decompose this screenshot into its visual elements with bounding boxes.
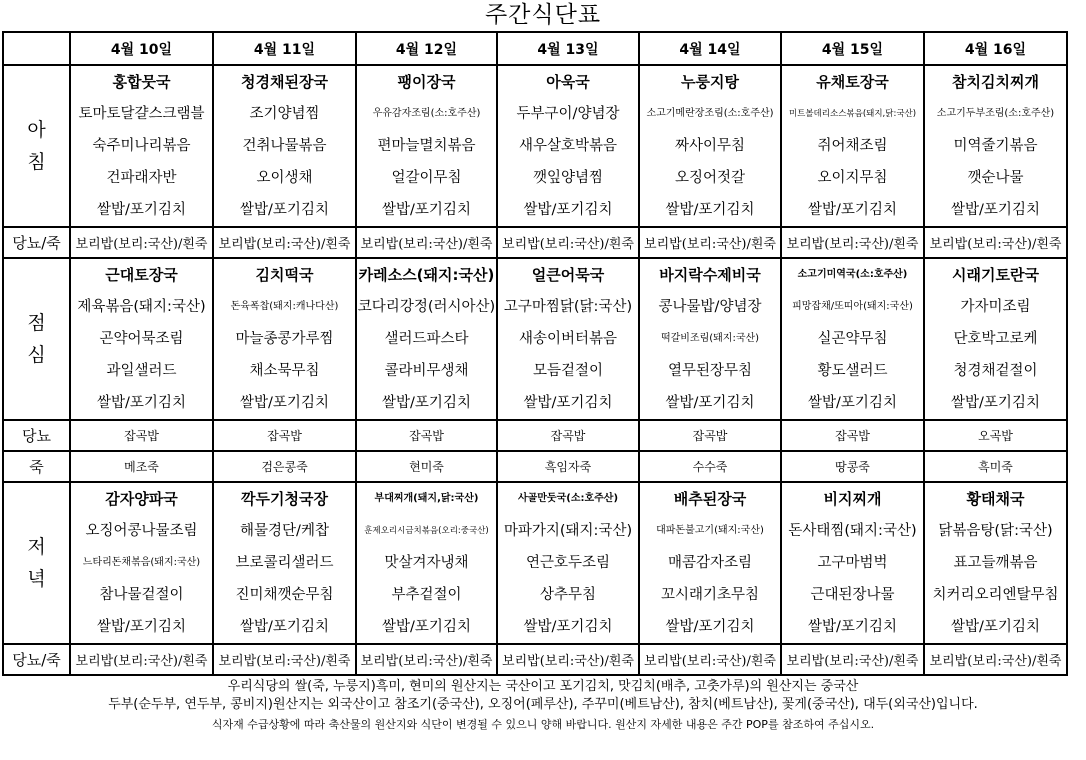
- main-dish: 카레소스(돼지:국산): [358, 266, 495, 284]
- menu-cell: [639, 482, 781, 644]
- menu-item: 오이지무침: [817, 170, 888, 186]
- menu-cell: [213, 258, 356, 420]
- menu-cell: [497, 65, 639, 227]
- menu-item: 소고기메란장조림(소:호주산): [646, 108, 774, 119]
- menu-item: 편마늘멸치볶음: [377, 138, 476, 154]
- porridge-cell: 메조죽: [70, 451, 213, 482]
- menu-item-list: [498, 66, 638, 226]
- porridge-cell: 검은콩죽: [213, 451, 356, 482]
- menu-item-list: [782, 259, 923, 419]
- menu-cell: [356, 258, 497, 420]
- menu-item-list: [357, 259, 496, 419]
- date-header: 4월 15일: [781, 32, 924, 65]
- menu-item: 오이생채: [256, 170, 313, 186]
- diabetic-cell: 보리밥(보리:국산)/흰죽: [639, 644, 781, 675]
- menu-item-list: [357, 483, 496, 643]
- menu-item: 조기양념찜: [249, 106, 320, 122]
- menu-item: 쌀밥/포기김치: [808, 619, 897, 635]
- main-dish: 누룽지탕: [681, 73, 739, 91]
- main-dish: 소고기미역국(소:호주산): [797, 269, 908, 280]
- menu-item-list: [925, 259, 1066, 419]
- menu-item: 쌀밥/포기김치: [808, 395, 897, 411]
- date-header: 4월 13일: [497, 32, 639, 65]
- diabetic-cell: 잡곡밥: [781, 420, 924, 451]
- menu-item: 깻순나물: [967, 170, 1024, 186]
- diabetic-cell: 보리밥(보리:국산)/흰죽: [70, 227, 213, 258]
- menu-item: 쌀밥/포기김치: [240, 395, 329, 411]
- row-label-diabetic-porridge: 당뇨/죽: [3, 644, 70, 675]
- menu-cell: [781, 258, 924, 420]
- main-dish: 근대토장국: [105, 266, 178, 284]
- menu-item: 표고들깨볶음: [953, 555, 1038, 571]
- menu-cell: [497, 258, 639, 420]
- menu-item: 쌀밥/포기김치: [240, 619, 329, 635]
- menu-cell: [70, 65, 213, 227]
- menu-item: 콩나물밥/양념장: [658, 299, 762, 315]
- diabetic-cell: 보리밥(보리:국산)/흰죽: [781, 227, 924, 258]
- porridge-cell: 수수죽: [639, 451, 781, 482]
- menu-item: 쌀밥/포기김치: [97, 395, 186, 411]
- date-header: 4월 16일: [924, 32, 1067, 65]
- main-dish: 깍두기청국장: [241, 490, 328, 508]
- menu-item: 브로콜리샐러드: [235, 555, 334, 571]
- menu-item: 황도샐러드: [817, 363, 888, 379]
- main-dish: 감자양파국: [105, 490, 178, 508]
- menu-item: 닭볶음탕(닭:국산): [938, 523, 1053, 539]
- menu-cell: [924, 65, 1067, 227]
- menu-item-list: [357, 66, 496, 226]
- main-dish: 김치떡국: [255, 266, 314, 284]
- menu-item: 두부구이/양념장: [516, 106, 620, 122]
- menu-item: 떡갈비조림(돼지:국산): [660, 333, 760, 344]
- menu-item: 쌀밥/포기김치: [97, 619, 186, 635]
- menu-item: 쌀밥/포기김치: [951, 395, 1040, 411]
- date-header: 4월 11일: [213, 32, 356, 65]
- menu-item: 해물경단/케찹: [240, 523, 329, 539]
- main-dish: 부대찌개(돼지,닭:국산): [374, 493, 479, 504]
- menu-item: 곤약어묵조림: [99, 331, 184, 347]
- menu-item: 쌀밥/포기김치: [523, 619, 613, 635]
- breakfast-row: [3, 65, 1067, 227]
- main-dish: 청경채된장국: [241, 73, 328, 91]
- date-header: 4월 10일: [70, 32, 213, 65]
- main-dish: 배추된장국: [673, 490, 747, 508]
- weekly-menu-table: [2, 31, 1068, 676]
- menu-item: 쥐어채조림: [817, 138, 888, 154]
- menu-item-list: [640, 259, 780, 419]
- menu-item: 채소묵무침: [249, 363, 320, 379]
- menu-item: 건취나물볶음: [242, 138, 327, 154]
- menu-item: 대파돈불고기(돼지:국산): [656, 525, 764, 536]
- menu-item: 근대된장나물: [810, 587, 895, 603]
- menu-item: 코다리강정(러시아산): [357, 299, 496, 315]
- diabetic-cell: 보리밥(보리:국산)/흰죽: [356, 644, 497, 675]
- menu-item-list: [214, 66, 355, 226]
- menu-item-list: [71, 483, 212, 643]
- porridge-cell: 흑미죽: [924, 451, 1067, 482]
- row-label-porridge: 죽: [3, 451, 70, 482]
- diabetic-cell: 보리밥(보리:국산)/흰죽: [781, 644, 924, 675]
- menu-item: 진미채깻순무침: [235, 587, 334, 603]
- main-dish: 홍합뭇국: [112, 73, 171, 91]
- date-header: 4월 12일: [356, 32, 497, 65]
- menu-item: 피망잡채/또띠아(돼지:국산): [792, 301, 913, 312]
- diabetic-cell: 보리밥(보리:국산)/흰죽: [70, 644, 213, 675]
- menu-item: 쌀밥/포기김치: [665, 619, 755, 635]
- menu-cell: [356, 65, 497, 227]
- menu-item: 쌀밥/포기김치: [240, 202, 329, 218]
- menu-item: 미트볼데리소스볶음(돼지,닭:국산): [788, 109, 917, 119]
- menu-item: 돈사태찜(돼지:국산): [788, 523, 917, 539]
- row-label-diabetic-porridge: 당뇨/죽: [3, 227, 70, 258]
- menu-item: 돈육폭찹(돼지:캐나다산): [230, 301, 339, 312]
- diabetic-cell: 보리밥(보리:국산)/흰죽: [213, 227, 356, 258]
- menu-item: 고구마찜닭(닭:국산): [503, 299, 633, 315]
- main-dish: 얼큰어묵국: [531, 266, 605, 284]
- menu-item: 숙주미나리볶음: [92, 138, 191, 154]
- menu-item: 맛살겨자냉채: [384, 555, 469, 571]
- menu-item: 느타리돈채볶음(돼지:국산): [82, 557, 201, 568]
- menu-cell: [639, 65, 781, 227]
- menu-item: 깻잎양념찜: [532, 170, 604, 186]
- menu-item-list: [640, 483, 780, 643]
- menu-cell: [781, 65, 924, 227]
- menu-item: 쌀밥/포기김치: [382, 619, 471, 635]
- menu-item: 새우살호박볶음: [518, 138, 618, 154]
- main-dish: 참치김치찌개: [952, 73, 1039, 91]
- menu-item: 콜라비무생채: [384, 363, 469, 379]
- lunch-porridge-row: [3, 451, 1067, 482]
- dinner-diabetic-row: [3, 644, 1067, 675]
- main-dish: 팽이장국: [397, 73, 456, 91]
- menu-item-list: [782, 66, 923, 226]
- menu-item: 상추무침: [539, 587, 597, 603]
- diabetic-cell: 오곡밥: [924, 420, 1067, 451]
- porridge-cell: 현미죽: [356, 451, 497, 482]
- menu-item: 쌀밥/포기김치: [382, 202, 471, 218]
- menu-item: 꼬시래기초무침: [660, 587, 760, 603]
- menu-cell: [924, 482, 1067, 644]
- menu-item: 쌀밥/포기김치: [951, 619, 1040, 635]
- main-dish: 황태채국: [966, 490, 1025, 508]
- menu-item: 훈제오리시금치볶음(오리:중국산): [364, 526, 489, 536]
- menu-item: 참나물겉절이: [99, 587, 184, 603]
- main-dish: 아욱국: [546, 73, 590, 91]
- menu-item: 쌀밥/포기김치: [951, 202, 1040, 218]
- corner-cell: [3, 32, 70, 65]
- menu-item: 우유감자조림(소:호주산): [372, 108, 481, 119]
- dinner-label: 저 녁: [3, 482, 70, 644]
- change-notice: 식자재 수급상황에 따라 축산물의 원산지와 식단이 변경될 수 있으니 양해 바랍니다. 원산지 자세한 내용은 주간 POP를 참조하여 주십시오.: [211, 718, 875, 731]
- porridge-cell: 땅콩죽: [781, 451, 924, 482]
- menu-item-list: [640, 66, 780, 226]
- main-dish: 사골만둣국(소:호주산): [517, 493, 619, 504]
- lunch-row: [3, 258, 1067, 420]
- origin-notice-line-1: 우리식당의 쌀(죽, 누룽지)흑미, 현미의 원산지는 국산이고 포기김치, 맛김치(배추, 고춧가루)의 원산지는 중국산: [227, 679, 859, 694]
- diabetic-cell: 보리밥(보리:국산)/흰죽: [497, 644, 639, 675]
- diabetic-cell: 보리밥(보리:국산)/흰죽: [924, 644, 1067, 675]
- breakfast-diabetic-row: [3, 227, 1067, 258]
- menu-item: 부추겉절이: [391, 587, 462, 603]
- menu-item-list: [925, 66, 1066, 226]
- lunch-label: 점 심: [3, 258, 70, 420]
- menu-item: 건파래자반: [106, 170, 177, 186]
- main-dish: 비지찌개: [823, 490, 882, 508]
- diabetic-cell: 잡곡밥: [70, 420, 213, 451]
- breakfast-label: 아 침: [3, 65, 70, 227]
- diabetic-cell: 보리밥(보리:국산)/흰죽: [639, 227, 781, 258]
- diabetic-cell: 보리밥(보리:국산)/흰죽: [924, 227, 1067, 258]
- menu-item: 쌀밥/포기김치: [665, 202, 755, 218]
- menu-item-list: [214, 259, 355, 419]
- menu-item: 토마토달걀스크램블: [78, 106, 205, 122]
- menu-item: 소고기두부조림(소:호주산): [936, 108, 1055, 119]
- menu-cell: [213, 482, 356, 644]
- date-header: 4월 14일: [639, 32, 781, 65]
- menu-item: 열무된장무침: [667, 363, 753, 379]
- menu-cell: [70, 258, 213, 420]
- main-dish: 유채토장국: [816, 73, 889, 91]
- menu-cell: [497, 482, 639, 644]
- menu-item-list: [498, 259, 638, 419]
- menu-item: 얼갈이무침: [391, 170, 462, 186]
- menu-item: 가자미조림: [960, 299, 1031, 315]
- lunch-diabetic-row: [3, 420, 1067, 451]
- menu-item: 고구마범벅: [817, 555, 888, 571]
- menu-item: 마늘종콩가루찜: [235, 331, 334, 347]
- row-label-diabetic: 당뇨: [3, 420, 70, 451]
- menu-item: 모듬겉절이: [532, 363, 604, 379]
- menu-item: 샐러드파스타: [384, 331, 469, 347]
- diabetic-cell: 잡곡밥: [497, 420, 639, 451]
- menu-item-list: [71, 66, 212, 226]
- menu-item: 과일샐러드: [106, 363, 177, 379]
- menu-item: 쌀밥/포기김치: [665, 395, 755, 411]
- menu-item-list: [214, 483, 355, 643]
- menu-item-list: [498, 483, 638, 643]
- menu-item: 치커리오리엔탈무침: [932, 587, 1059, 603]
- menu-cell: [70, 482, 213, 644]
- menu-item: 쌀밥/포기김치: [382, 395, 471, 411]
- menu-item: 매콤감자조림: [667, 555, 753, 571]
- origin-notice-line-2: 두부(순두부, 연두부, 콩비지)원산지는 외국산이고 참조기(중국산), 오징어(페루산), 주꾸미(베트남산), 참치(베트남산), 꽃게(중국산), 대두(외국산)입니다.: [108, 697, 978, 712]
- diabetic-cell: 잡곡밥: [213, 420, 356, 451]
- menu-cell: [356, 482, 497, 644]
- menu-item: 미역줄기볶음: [953, 138, 1038, 154]
- menu-item: 쌀밥/포기김치: [523, 202, 613, 218]
- diabetic-cell: 보리밥(보리:국산)/흰죽: [213, 644, 356, 675]
- menu-item-list: [782, 483, 923, 643]
- main-dish: 바지락수제비국: [659, 266, 761, 284]
- menu-cell: [781, 482, 924, 644]
- menu-cell: [924, 258, 1067, 420]
- date-header-row: [3, 32, 1067, 65]
- diabetic-cell: 잡곡밥: [356, 420, 497, 451]
- diabetic-cell: 잡곡밥: [639, 420, 781, 451]
- porridge-cell: 흑임자죽: [497, 451, 639, 482]
- menu-item: 실곤약무침: [817, 331, 888, 347]
- menu-item-list: [925, 483, 1066, 643]
- menu-item: 오징어젓갈: [674, 170, 746, 186]
- menu-item-list: [71, 259, 212, 419]
- page-title: 주간식단표: [484, 2, 602, 28]
- menu-item: 쌀밥/포기김치: [808, 202, 897, 218]
- menu-item: 오징어콩나물조림: [85, 523, 198, 539]
- menu-item: 마파가지(돼지:국산): [503, 523, 633, 539]
- menu-cell: [639, 258, 781, 420]
- menu-item: 쌀밥/포기김치: [523, 395, 613, 411]
- menu-item: 새송이버터볶음: [518, 331, 618, 347]
- menu-cell: [213, 65, 356, 227]
- menu-item: 제육볶음(돼지:국산): [77, 299, 206, 315]
- menu-item: 연근호두조림: [525, 555, 611, 571]
- diabetic-cell: 보리밥(보리:국산)/흰죽: [497, 227, 639, 258]
- dinner-row: [3, 482, 1067, 644]
- menu-item: 청경채겉절이: [953, 363, 1038, 379]
- main-dish: 시래기토란국: [952, 266, 1039, 284]
- menu-item: 짜사이무침: [674, 138, 746, 154]
- diabetic-cell: 보리밥(보리:국산)/흰죽: [356, 227, 497, 258]
- menu-item: 쌀밥/포기김치: [97, 202, 186, 218]
- menu-item: 단호박고로케: [953, 331, 1038, 347]
